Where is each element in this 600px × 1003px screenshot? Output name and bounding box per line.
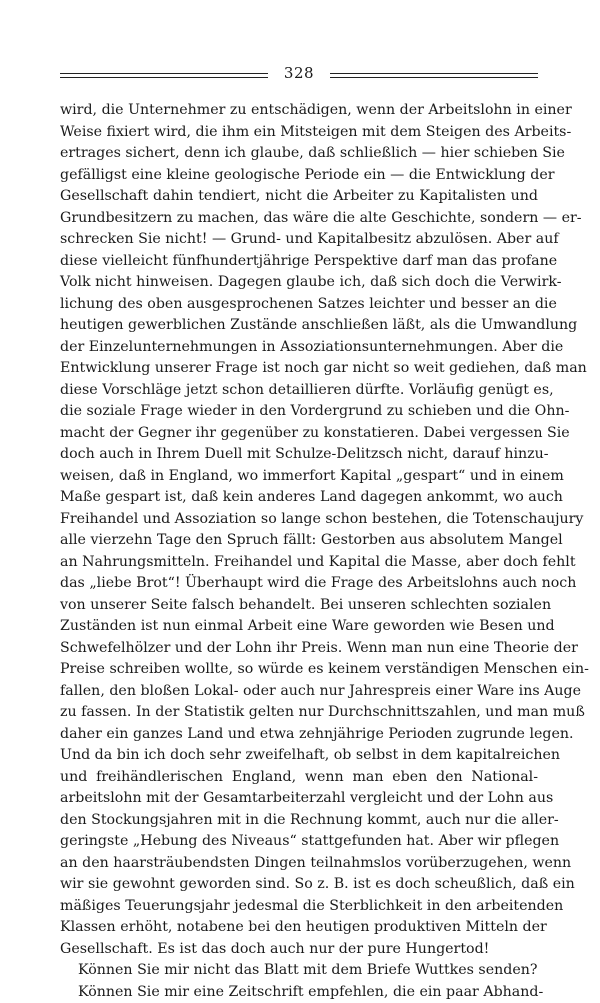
text-line: die soziale Frage wieder in den Vordergrund zu schieben und die Ohn- [60, 401, 538, 423]
text-line: daher ein ganzes Land und etwa zehnjährige Perioden zugrunde legen. [60, 724, 538, 746]
text-line: weisen, daß in England, wo immerfort Kapital „gespart“ und in einem [60, 466, 538, 488]
text-line: arbeitslohn mit der Gesamtarbeiterzahl vergleicht und der Lohn aus [60, 788, 538, 810]
text-line: an Nahrungsmitteln. Freihandel und Kapital die Masse, aber doch fehlt [60, 552, 538, 574]
text-line: wird, die Unternehmer zu entschädigen, wenn der Arbeitslohn in einer [60, 100, 538, 122]
body-text [60, 100, 538, 1003]
text-line: Und da bin ich doch sehr zweifelhaft, ob selbst in dem kapitalreichen [60, 745, 538, 767]
text-line: macht der Gegner ihr gegenüber zu konstatieren. Dabei vergessen Sie [60, 423, 538, 445]
text-line: Können Sie mir eine Zeitschrift empfehlen, die ein paar Abhand- [60, 982, 538, 1003]
text-line: den Stockungsjahren mit in die Rechnung kommt, auch nur die aller- [60, 810, 538, 832]
text-line: fallen, den bloßen Lokal- oder auch nur Jahrespreis einer Ware ins Auge [60, 681, 538, 703]
text-line: schrecken Sie nicht! — Grund- und Kapitalbesitz abzulösen. Aber auf [60, 229, 538, 251]
text-line: Können Sie mir nicht das Blatt mit dem Briefe Wuttkes senden? [60, 960, 538, 982]
text-line: gefälligst eine kleine geologische Periode ein — die Entwicklung der [60, 165, 538, 187]
text-line: Gesellschaft. Es ist das doch auch nur der pure Hungertod! [60, 939, 538, 961]
text-line: geringste „Hebung des Niveaus“ stattgefunden hat. Aber wir pflegen [60, 831, 538, 853]
text-line: und freihändlerischen England, wenn man eben den National- [60, 767, 538, 789]
text-line: alle vierzehn Tage den Spruch fällt: Gestorben aus absolutem Mangel [60, 530, 538, 552]
text-line: lichung des oben ausgesprochenen Satzes leichter und besser an die [60, 294, 538, 316]
text-line: Freihandel und Assoziation so lange schon bestehen, die Totenschaujury [60, 509, 538, 531]
text-line: Preise schreiben wollte, so würde es keinem verständigen Menschen ein- [60, 659, 538, 681]
text-line: ertrages sichert, denn ich glaube, daß schließlich — hier schieben Sie [60, 143, 538, 165]
text-line: Gesellschaft dahin tendiert, nicht die Arbeiter zu Kapitalisten und [60, 186, 538, 208]
text-line: mäßiges Teuerungsjahr jedesmal die Sterblichkeit in den arbeitenden [60, 896, 538, 918]
text-line: der Einzelunternehmungen in Assoziationsunternehmungen. Aber die [60, 337, 538, 359]
text-line: Entwicklung unserer Frage ist noch gar nicht so weit gediehen, daß man [60, 358, 538, 380]
text-line: zu fassen. In der Statistik gelten nur Durchschnittszahlen, und man muß [60, 702, 538, 724]
text-line: an den haarsträubendsten Dingen teilnahmslos vorüberzugehen, wenn [60, 853, 538, 875]
text-line: diese Vorschläge jetzt schon detaillieren dürfte. Vorläufig genügt es, [60, 380, 538, 402]
text-line: Maße gespart ist, daß kein anderes Land dagegen ankommt, wo auch [60, 487, 538, 509]
text-line: wir sie gewohnt geworden sind. So z. B. ist es doch scheußlich, daß ein [60, 874, 538, 896]
header-rule-left [60, 73, 268, 78]
header-rule-right [330, 73, 538, 78]
text-line: Schwefelhölzer und der Lohn ihr Preis. Wenn man nun eine Theorie der [60, 638, 538, 660]
text-line: doch auch in Ihrem Duell mit Schulze-Delitzsch nicht, darauf hinzu- [60, 444, 538, 466]
text-line: Zuständen ist nun einmal Arbeit eine Ware geworden wie Besen und [60, 616, 538, 638]
text-line: von unserer Seite falsch behandelt. Bei unseren schlechten sozialen [60, 595, 538, 617]
page-number: 328 [268, 64, 330, 82]
text-line: diese vielleicht fünfhundertjährige Perspektive darf man das profane [60, 251, 538, 273]
text-line: Grundbesitzern zu machen, das wäre die alte Geschichte, sondern — er- [60, 208, 538, 230]
text-line: Klassen erhöht, notabene bei den heutigen produktiven Mitteln der [60, 917, 538, 939]
page-header [60, 64, 538, 86]
text-line: Volk nicht hinweisen. Dagegen glaube ich, daß sich doch die Verwirk- [60, 272, 538, 294]
text-line: Weise fixiert wird, die ihm ein Mitsteigen mit dem Steigen des Arbeits- [60, 122, 538, 144]
text-line: das „liebe Brot“! Überhaupt wird die Frage des Arbeitslohns auch noch [60, 573, 538, 595]
text-line: heutigen gewerblichen Zustände anschließen läßt, als die Umwandlung [60, 315, 538, 337]
